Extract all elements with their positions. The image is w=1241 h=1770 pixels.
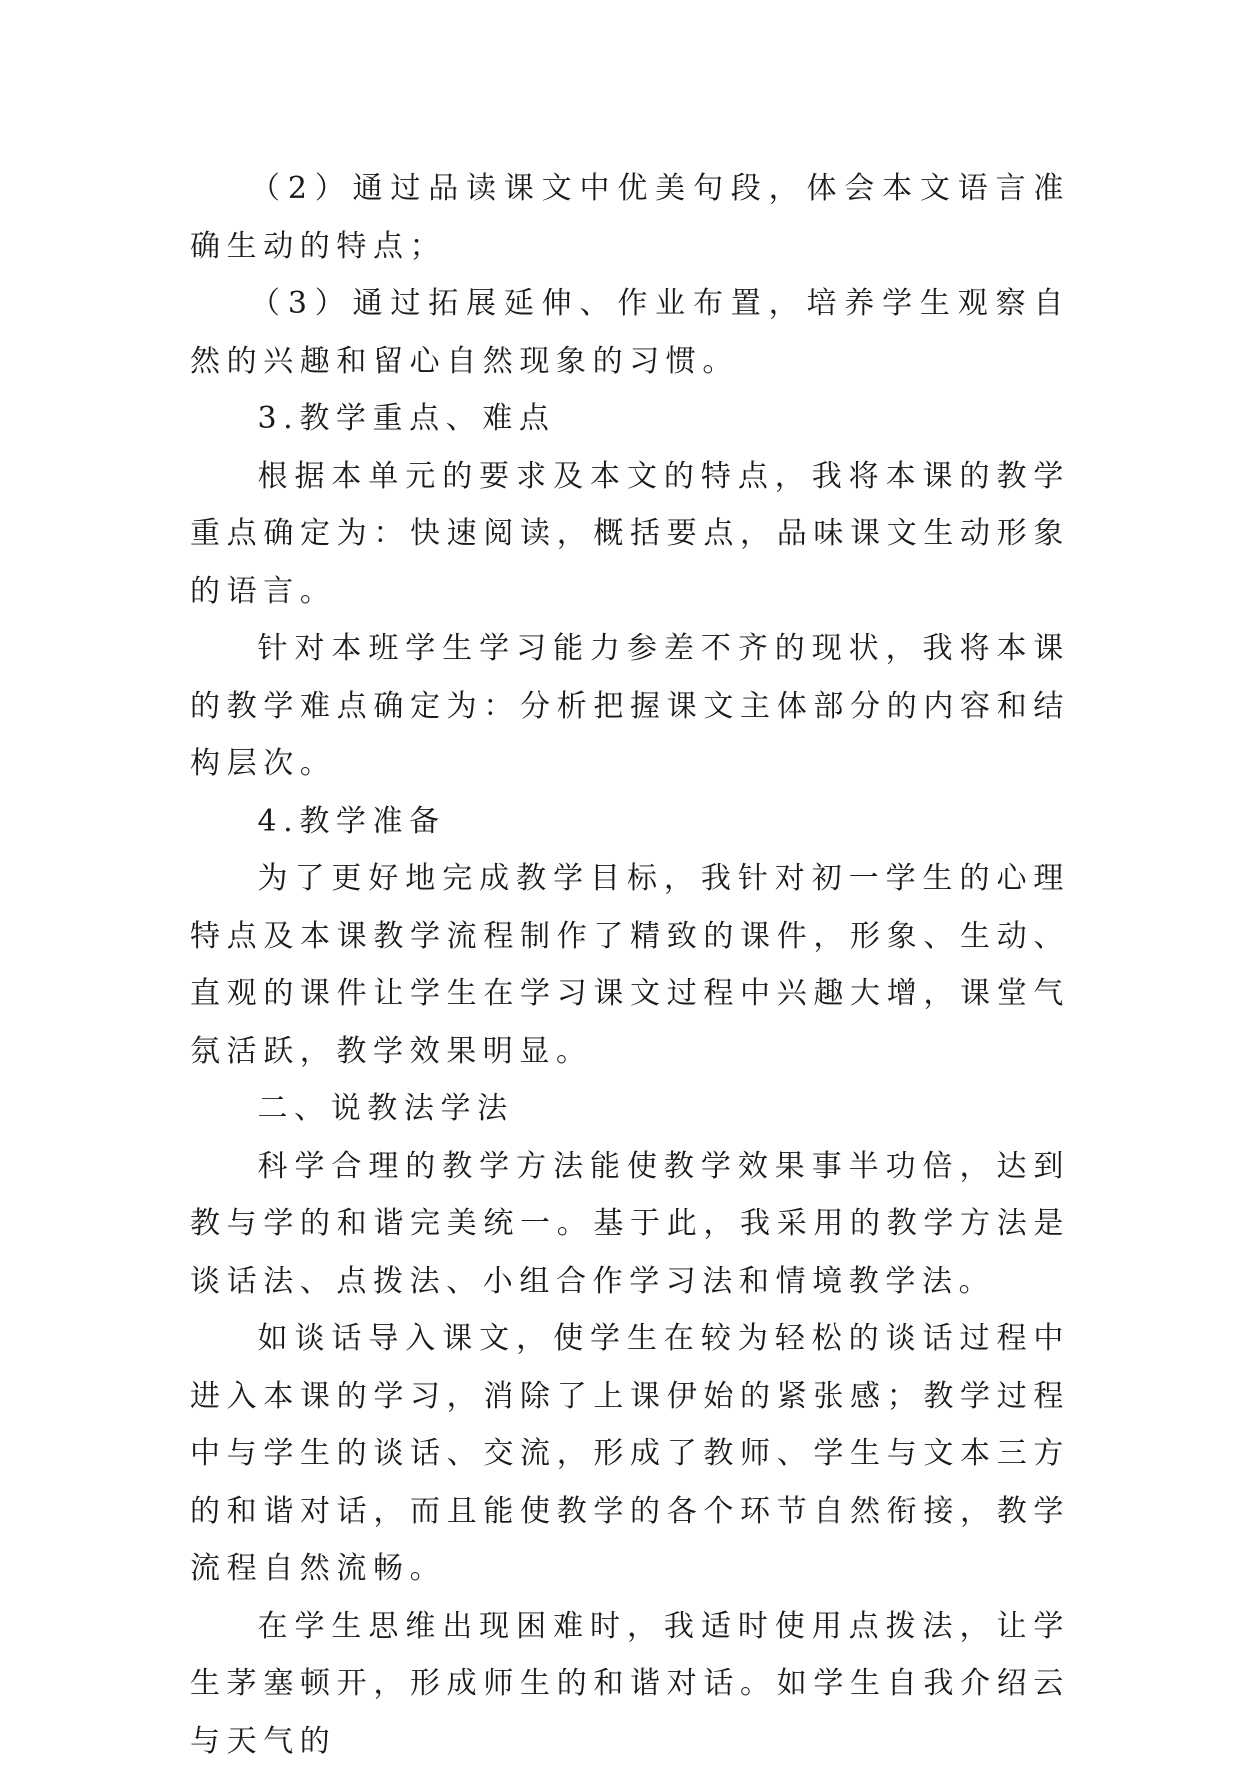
heading-teaching-preparation: 4.教学准备: [190, 793, 1070, 851]
paragraph-objective-3: （3）通过拓展延伸、作业布置，培养学生观察自然的兴趣和留心自然现象的习惯。: [190, 275, 1070, 390]
document-body: [190, 160, 1070, 1770]
paragraph-key-points: 根据本单元的要求及本文的特点，我将本课的教学重点确定为：快速阅读，概括要点，品味课文生动形象的语言。: [190, 448, 1070, 621]
heading-key-difficult-points: 3.教学重点、难点: [190, 390, 1070, 448]
paragraph-teaching-methods: 科学合理的教学方法能使教学效果事半功倍，达到教与学的和谐完美统一。基于此，我采用的教学方法是谈话法、点拨法、小组合作学习法和情境教学法。: [190, 1138, 1070, 1311]
heading-teaching-methods: 二、说教法学法: [190, 1080, 1070, 1138]
paragraph-guidance-method: 在学生思维出现困难时，我适时使用点拨法，让学生茅塞顿开，形成师生的和谐对话。如学生自我介绍云与天气的: [190, 1598, 1070, 1770]
paragraph-dialogue-method: 如谈话导入课文，使学生在较为轻松的谈话过程中进入本课的学习，消除了上课伊始的紧张感；教学过程中与学生的谈话、交流，形成了教师、学生与文本三方的和谐对话，而且能使教学的各个环节自然衔接，教学流程自然流畅。: [190, 1310, 1070, 1598]
paragraph-difficult-points: 针对本班学生学习能力参差不齐的现状，我将本课的教学难点确定为：分析把握课文主体部分的内容和结构层次。: [190, 620, 1070, 793]
paragraph-teaching-preparation: 为了更好地完成教学目标，我针对初一学生的心理特点及本课教学流程制作了精致的课件，形象、生动、直观的课件让学生在学习课文过程中兴趣大增，课堂气氛活跃，教学效果明显。: [190, 850, 1070, 1080]
paragraph-objective-2: （2）通过品读课文中优美句段，体会本文语言准确生动的特点；: [190, 160, 1070, 275]
